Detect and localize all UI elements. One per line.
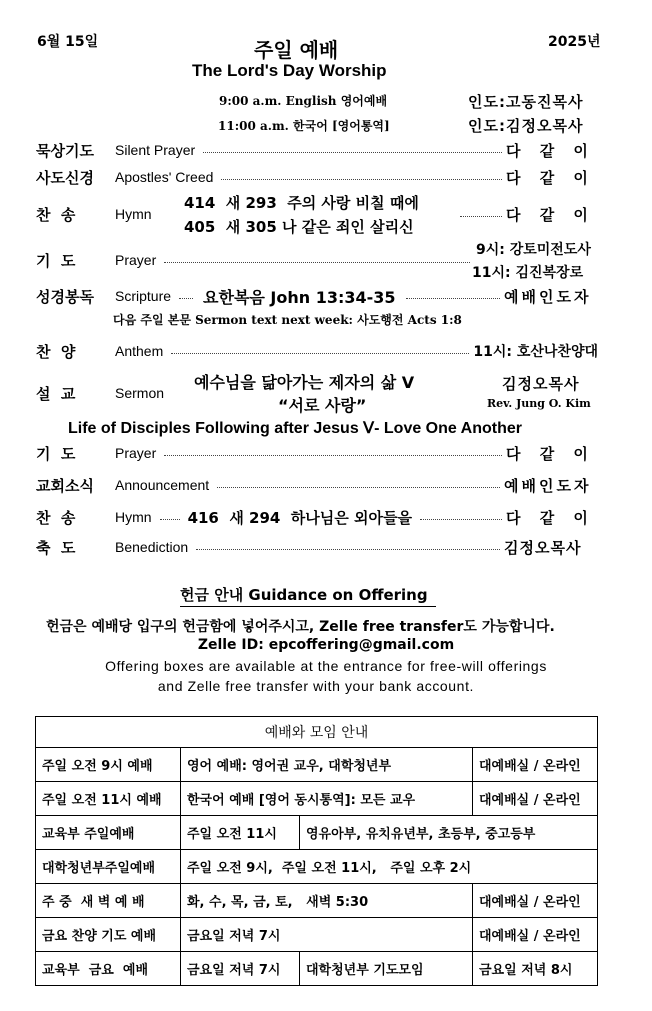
leader-dots bbox=[460, 216, 502, 217]
order-label-en: Anthem bbox=[115, 343, 164, 359]
order-label-en: Apostles' Creed bbox=[115, 169, 214, 185]
table-cell: 금요일 저녁 8시 bbox=[473, 952, 598, 986]
hymn-2-text: 416 새 294 하나님은 외아들을 bbox=[187, 508, 412, 527]
order-right: 예배인도자 bbox=[504, 287, 592, 306]
bulletin-year: 2025년 bbox=[548, 34, 601, 50]
offering-heading: 헌금 안내 Guidance on Offering bbox=[180, 584, 436, 607]
sermon-title-en: Life of Disciples Following after Jesus Ⅴ- Love One Another bbox=[68, 420, 522, 437]
table-cell: 영어 예배: 영어권 교우, 대학청년부 bbox=[181, 748, 473, 782]
order-benediction bbox=[36, 535, 598, 559]
table-cell: 주 중 새 벽 예 배 bbox=[36, 884, 181, 918]
hymn-1-line-1: 414 새 293 주의 사랑 비칠 때에 bbox=[184, 194, 419, 212]
table-row bbox=[36, 850, 598, 884]
table-cell: 주일 오전 9시 예배 bbox=[36, 748, 181, 782]
order-label: 찬 송 bbox=[36, 508, 76, 527]
table-row bbox=[36, 952, 598, 986]
offering-line-en-1: Offering boxes are available at the entrance for free-will offerings bbox=[105, 658, 547, 674]
order-label: 기 도 bbox=[36, 251, 76, 270]
table-row bbox=[36, 748, 598, 782]
leader-dots bbox=[171, 353, 469, 354]
table-cell: 한국어 예배 [영어 동시통역]: 모든 교우 bbox=[181, 782, 473, 816]
table-cell: 금요 찬양 기도 예배 bbox=[36, 918, 181, 952]
service-time-9: 9:00 a.m. English 영어예배 bbox=[219, 94, 388, 108]
order-silent-prayer bbox=[36, 138, 598, 162]
order-label: 기 도 bbox=[36, 444, 76, 463]
order-hymn-2 bbox=[36, 505, 598, 529]
prayer-leader-9: 9시: 강토미전도사 bbox=[476, 242, 591, 258]
offering-line-en-2: and Zelle free transfer with your bank account. bbox=[157, 678, 475, 694]
order-right: 다 같 이 bbox=[506, 141, 588, 160]
order-right: 다 같 이 bbox=[506, 508, 588, 527]
order-label: 교회소식 bbox=[36, 476, 94, 495]
table-cell: 대예배실 / 온라인 bbox=[473, 884, 598, 918]
offering-zelle-id: Zelle ID: epcoffering@gmail.com bbox=[197, 637, 455, 653]
leader-dots bbox=[179, 298, 193, 299]
leader-dots bbox=[160, 519, 180, 520]
table-cell: 주일 오전 11시 예배 bbox=[36, 782, 181, 816]
leader-dots bbox=[406, 298, 500, 299]
order-anthem bbox=[36, 339, 598, 363]
service-leader-11: 인도:김정오목사 bbox=[468, 117, 584, 135]
order-right: 다 같 이 bbox=[506, 205, 588, 224]
leader-dots bbox=[196, 549, 500, 550]
scripture-text: 요한복음 John 13:34-35 bbox=[203, 287, 396, 307]
table-cell: 주일 오전 9시, 주일 오전 11시, 주일 오후 2시 bbox=[181, 850, 598, 884]
table-cell: 화, 수, 목, 금, 토, 새벽 5:30 bbox=[181, 884, 473, 918]
next-week-text: 다음 주일 본문 Sermon text next week: 사도행전 Acts 1:8 bbox=[113, 313, 462, 327]
schedule-table bbox=[35, 716, 598, 986]
table-row bbox=[36, 918, 598, 952]
order-label-en: Silent Prayer bbox=[115, 142, 196, 158]
order-label: 찬 양 bbox=[36, 342, 76, 361]
order-right: 김정오목사 bbox=[504, 538, 582, 557]
table-cell: 교육부 주일예배 bbox=[36, 816, 181, 850]
table-cell: 주일 오전 11시 bbox=[181, 816, 300, 850]
sermon-title-ko: 예수님을 닮아가는 제자의 삶 Ⅴ bbox=[194, 373, 415, 392]
order-label: 축 도 bbox=[36, 538, 76, 557]
order-label-en: Hymn bbox=[115, 206, 152, 222]
order-right: 11시: 호산나찬양대 bbox=[473, 344, 598, 360]
order-right: 다 같 이 bbox=[506, 444, 588, 463]
leader-dots bbox=[420, 519, 502, 520]
order-right: 예배인도자 bbox=[504, 476, 592, 495]
table-cell: 대학청년부 기도모임 bbox=[300, 952, 473, 986]
sermon-subtitle-ko: “서로 사랑” bbox=[278, 396, 367, 415]
leader-dots bbox=[221, 179, 502, 180]
table-cell: 대학청년부주일예배 bbox=[36, 850, 181, 884]
order-label: 성경봉독 bbox=[36, 287, 94, 306]
schedule-heading: 예배와 모임 안내 bbox=[36, 717, 598, 748]
bulletin-date: 6월 15일 bbox=[37, 34, 99, 50]
order-label-en: Sermon bbox=[115, 385, 165, 401]
leader-dots bbox=[203, 152, 502, 153]
order-label-en: Benediction bbox=[115, 539, 189, 555]
offering-line-ko: 헌금은 예배당 입구의 헌금함에 넣어주시고, Zelle free transfer도 가능합니다. bbox=[46, 619, 555, 635]
order-label-en: Prayer bbox=[115, 252, 157, 268]
order-label: 사도신경 bbox=[36, 168, 94, 187]
order-label: 묵상기도 bbox=[36, 141, 94, 160]
order-label-en: Prayer bbox=[115, 445, 157, 461]
page-title: 주일 예배 bbox=[254, 38, 339, 62]
order-label-en: Scripture bbox=[115, 288, 172, 304]
leader-dots bbox=[217, 487, 500, 488]
table-cell: 대예배실 / 온라인 bbox=[473, 782, 598, 816]
table-cell: 영유아부, 유치유년부, 초등부, 중고등부 bbox=[300, 816, 598, 850]
table-row bbox=[36, 884, 598, 918]
sermon-preacher-ko: 김정오목사 bbox=[502, 375, 580, 393]
table-row bbox=[36, 782, 598, 816]
hymn-1-line-2: 405 새 305 나 같은 죄인 살리신 bbox=[184, 218, 414, 236]
page-subtitle: The Lord's Day Worship bbox=[192, 61, 387, 80]
order-right: 다 같 이 bbox=[506, 168, 588, 187]
order-scripture bbox=[36, 284, 598, 308]
order-label-en: Announcement bbox=[115, 477, 210, 493]
prayer-leader-11: 11시: 김진복장로 bbox=[472, 265, 584, 281]
table-row bbox=[36, 816, 598, 850]
table-cell: 대예배실 / 온라인 bbox=[473, 918, 598, 952]
order-label: 설 교 bbox=[36, 384, 76, 403]
order-prayer-2 bbox=[36, 441, 598, 465]
order-label-en: Hymn bbox=[115, 509, 152, 525]
sermon-preacher-en: Rev. Jung O. Kim bbox=[487, 397, 591, 410]
service-leader-9: 인도:고동진목사 bbox=[468, 93, 584, 111]
leader-dots bbox=[164, 262, 470, 263]
leader-dots bbox=[164, 455, 502, 456]
table-cell: 금요일 저녁 7시 bbox=[181, 918, 473, 952]
table-cell: 교육부 금요 예배 bbox=[36, 952, 181, 986]
order-label: 찬 송 bbox=[36, 205, 76, 224]
table-cell: 금요일 저녁 7시 bbox=[181, 952, 300, 986]
order-announcement bbox=[36, 473, 598, 497]
table-cell: 대예배실 / 온라인 bbox=[473, 748, 598, 782]
table-row bbox=[36, 717, 598, 748]
service-time-11: 11:00 a.m. 한국어 [영어통역] bbox=[218, 119, 390, 133]
order-creed bbox=[36, 165, 598, 189]
